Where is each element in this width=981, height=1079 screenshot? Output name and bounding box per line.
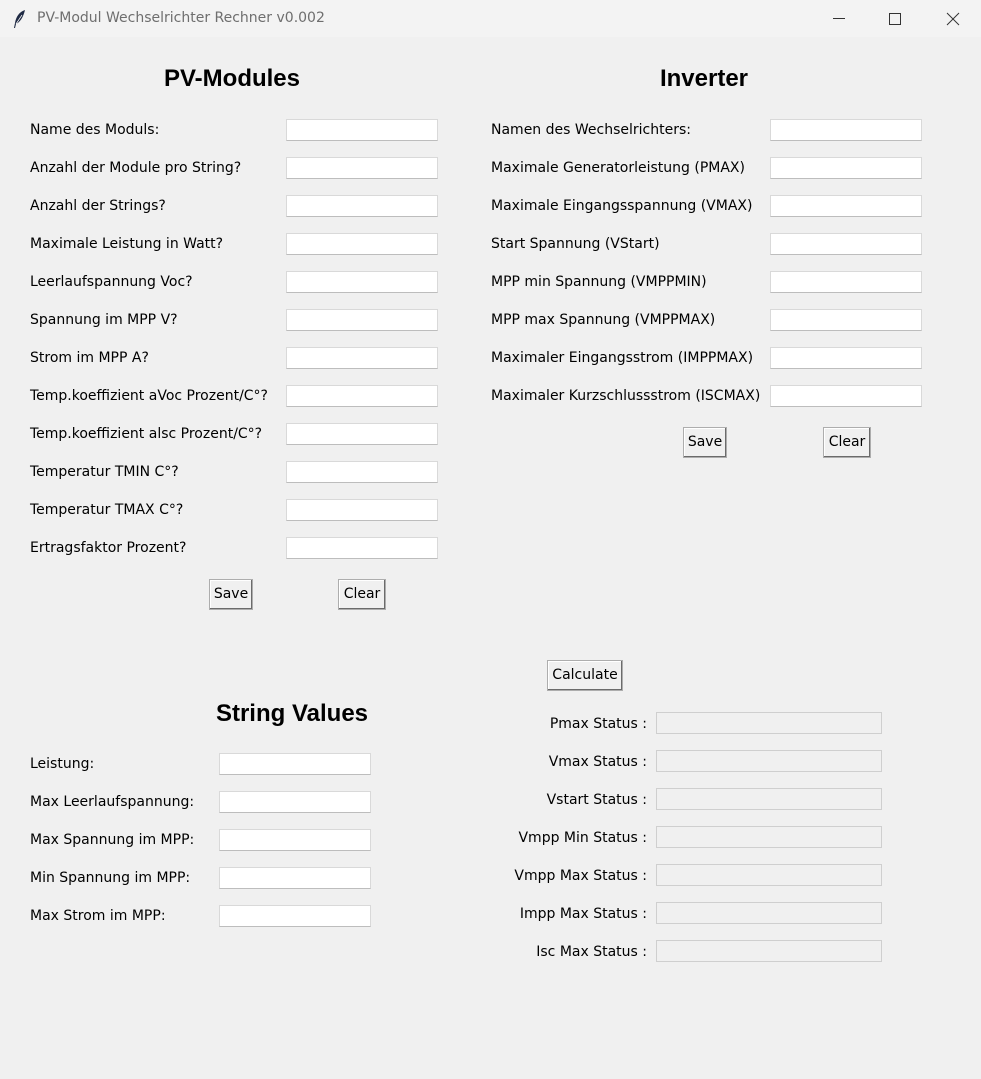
string-max-vmpp-label: Max Spannung im MPP: [30,832,195,848]
temp-max-input[interactable] [286,499,438,521]
iscmax-input[interactable] [770,385,922,407]
temp-min-label: Temperatur TMIN C°? [30,464,179,480]
string-max-voc-input[interactable] [219,791,371,813]
impp-max-status-field [656,902,882,924]
vmpp-max-status-field [656,864,882,886]
impp-max-status-label: Impp Max Status : [519,906,647,922]
vmax-label: Maximale Eingangsspannung (VMAX) [491,198,753,214]
close-icon [946,12,960,26]
imppmax-input[interactable] [770,347,922,369]
string-count-label: Anzahl der Strings? [30,198,166,214]
vmppmax-input[interactable] [770,309,922,331]
voc-input[interactable] [286,271,438,293]
string-max-impp-input[interactable] [219,905,371,927]
inverter-save-button[interactable]: Save [683,427,727,458]
vmpp-min-status-field [656,826,882,848]
vstart-status-label: Vstart Status : [546,792,647,808]
vstart-label: Start Spannung (VStart) [491,236,660,252]
string-values-heading: String Values [215,700,369,727]
yield-factor-label: Ertragsfaktor Prozent? [30,540,187,556]
yield-factor-input[interactable] [286,537,438,559]
imppmax-label: Maximaler Eingangsstrom (IMPPMAX) [491,350,754,366]
window-title: PV-Modul Wechselrichter Rechner v0.002 [37,10,325,26]
feather-icon [13,9,27,29]
max-power-label: Maximale Leistung in Watt? [30,236,224,252]
iscmax-label: Maximaler Kurzschlussstrom (ISCMAX) [491,388,761,404]
isc-max-status-field [656,940,882,962]
inverter-heading: Inverter [659,65,749,92]
inverter-name-label: Namen des Wechselrichters: [491,122,691,138]
temp-min-input[interactable] [286,461,438,483]
string-min-vmpp-input[interactable] [219,867,371,889]
module-name-label: Name des Moduls: [30,122,160,138]
inverter-clear-button[interactable]: Clear [823,427,871,458]
pmax-input[interactable] [770,157,922,179]
modules-per-string-input[interactable] [286,157,438,179]
string-count-input[interactable] [286,195,438,217]
string-max-voc-label: Max Leerlaufspannung: [30,794,195,810]
temp-coeff-voc-input[interactable] [286,385,438,407]
vmax-status-label: Vmax Status : [548,754,647,770]
minimize-icon [832,12,846,26]
vmppmax-label: MPP max Spannung (VMPPMAX) [491,312,716,328]
temp-coeff-isc-label: Temp.koeffizient alsc Prozent/C°? [30,426,263,442]
impp-label: Strom im MPP A? [30,350,149,366]
vmax-status-field [656,750,882,772]
vmax-input[interactable] [770,195,922,217]
title-bar [0,0,981,37]
vmpp-label: Spannung im MPP V? [30,312,178,328]
vstart-input[interactable] [770,233,922,255]
string-max-vmpp-input[interactable] [219,829,371,851]
string-min-vmpp-label: Min Spannung im MPP: [30,870,191,886]
string-max-impp-label: Max Strom im MPP: [30,908,166,924]
pv-save-button[interactable]: Save [209,579,253,610]
pmax-status-label: Pmax Status : [549,716,647,732]
isc-max-status-label: Isc Max Status : [536,944,647,960]
pmax-status-field [656,712,882,734]
maximize-button[interactable] [872,0,918,37]
vstart-status-field [656,788,882,810]
pv-clear-button[interactable]: Clear [338,579,386,610]
voc-label: Leerlaufspannung Voc? [30,274,193,290]
vmppmin-label: MPP min Spannung (VMPPMIN) [491,274,707,290]
temp-coeff-isc-input[interactable] [286,423,438,445]
pv-modules-heading: PV-Modules [163,65,301,92]
calculate-button[interactable]: Calculate [547,660,623,691]
temp-max-label: Temperatur TMAX C°? [30,502,184,518]
close-button[interactable] [930,0,976,37]
pmax-label: Maximale Generatorleistung (PMAX) [491,160,745,176]
temp-coeff-voc-label: Temp.koeffizient aVoc Prozent/C°? [30,388,268,404]
vmpp-max-status-label: Vmpp Max Status : [514,868,647,884]
vmpp-min-status-label: Vmpp Min Status : [518,830,647,846]
maximize-icon [888,12,902,26]
modules-per-string-label: Anzahl der Module pro String? [30,160,242,176]
max-power-input[interactable] [286,233,438,255]
impp-input[interactable] [286,347,438,369]
string-power-label: Leistung: [30,756,95,772]
vmpp-input[interactable] [286,309,438,331]
string-power-input[interactable] [219,753,371,775]
module-name-input[interactable] [286,119,438,141]
minimize-button[interactable] [816,0,862,37]
vmppmin-input[interactable] [770,271,922,293]
inverter-name-input[interactable] [770,119,922,141]
